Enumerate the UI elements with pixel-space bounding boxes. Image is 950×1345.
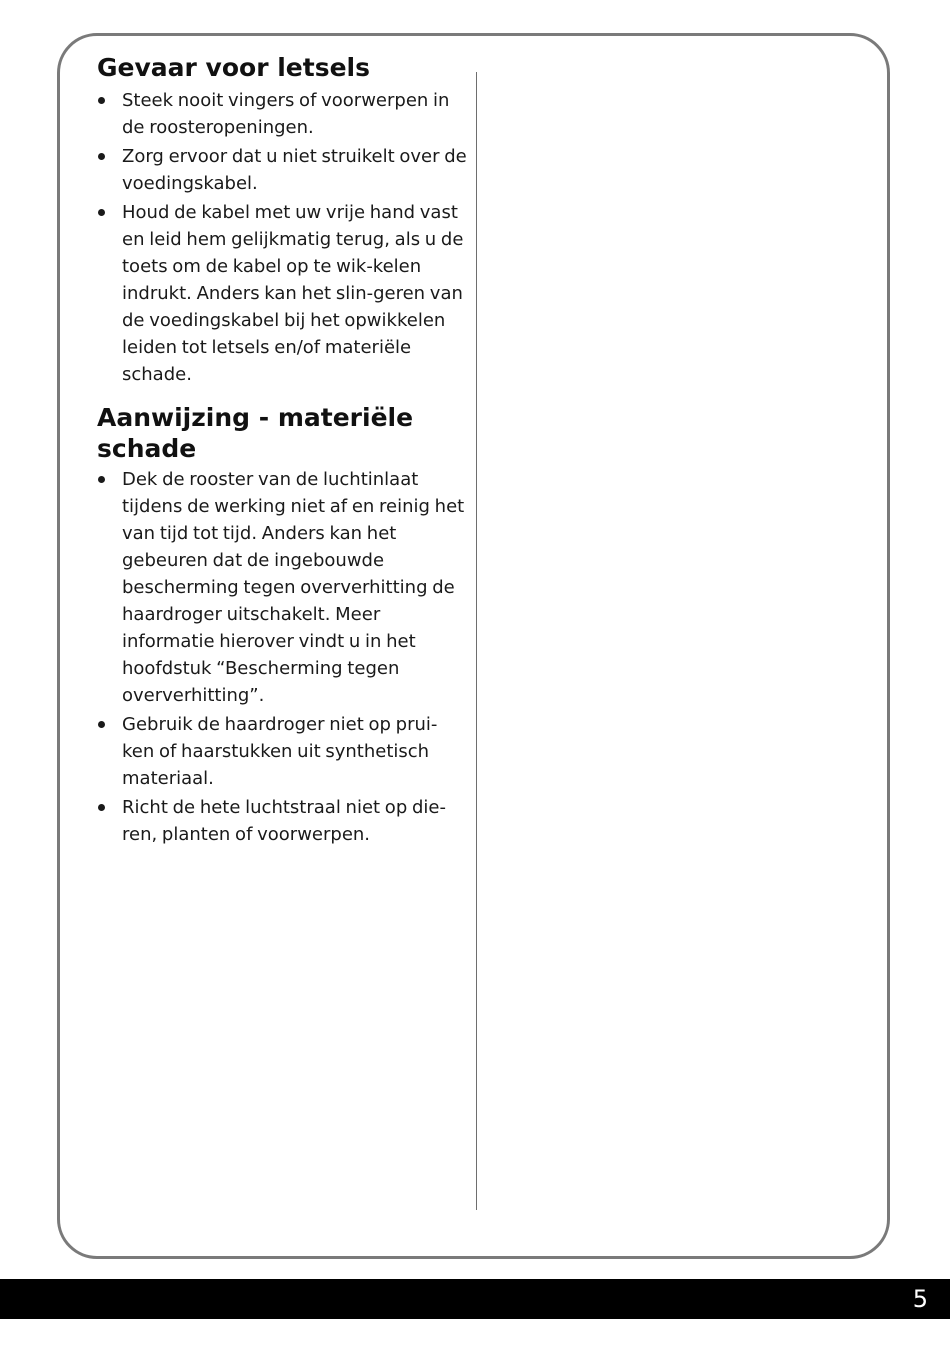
list-item bbox=[97, 466, 467, 709]
list-item bbox=[97, 711, 467, 792]
footer-bar bbox=[0, 1279, 950, 1319]
list-item bbox=[97, 794, 467, 848]
list-item bbox=[97, 87, 467, 141]
bullet-icon bbox=[98, 804, 105, 811]
bullet-icon bbox=[98, 476, 105, 483]
list-item-text: Zorg ervoor dat u niet struikelt over de voedingskabel. bbox=[122, 146, 467, 194]
material-damage-list bbox=[97, 466, 467, 848]
list-item bbox=[97, 143, 467, 197]
bullet-icon bbox=[98, 153, 105, 160]
list-item bbox=[97, 199, 467, 388]
list-item-text: Dek de rooster van de luchtinlaat tijdens de werking niet af en reinig het van tijd tot tijd. Anders kan het gebeuren dat de ingebouwde bescherming tegen oververhitting de haardroger uitschakelt. Meer informatie hierover vindt u in het hoofdstuk “Bescherming tegen oververhitting”. bbox=[122, 469, 465, 706]
left-column bbox=[97, 52, 467, 850]
list-item-text: Richt de hete luchtstraal niet op die-ren, planten of voorwerpen. bbox=[122, 797, 446, 845]
column-divider bbox=[476, 72, 477, 1210]
page-number: 5 bbox=[912, 1285, 928, 1313]
list-item-text: Gebruik de haardroger niet op prui-ken of haarstukken uit synthetisch materiaal. bbox=[122, 714, 438, 789]
bullet-icon bbox=[98, 721, 105, 728]
list-item-text: Houd de kabel met uw vrije hand vast en leid hem gelijkmatig terug, als u de toets om de kabel op te wik-kelen indrukt. Anders kan het slin-geren van de voedingskabel bij het opwikkelen leiden tot letsels en/of materiële schade. bbox=[122, 202, 464, 385]
bullet-icon bbox=[98, 209, 105, 216]
section-heading-material-damage: Aanwijzing - materiële schade bbox=[97, 403, 414, 463]
section-heading-injury-hazard: Gevaar voor letsels bbox=[97, 53, 370, 82]
bullet-icon bbox=[98, 97, 105, 104]
injury-hazard-list bbox=[97, 87, 467, 388]
list-item-text: Steek nooit vingers of voorwerpen in de roosteropeningen. bbox=[122, 90, 450, 138]
